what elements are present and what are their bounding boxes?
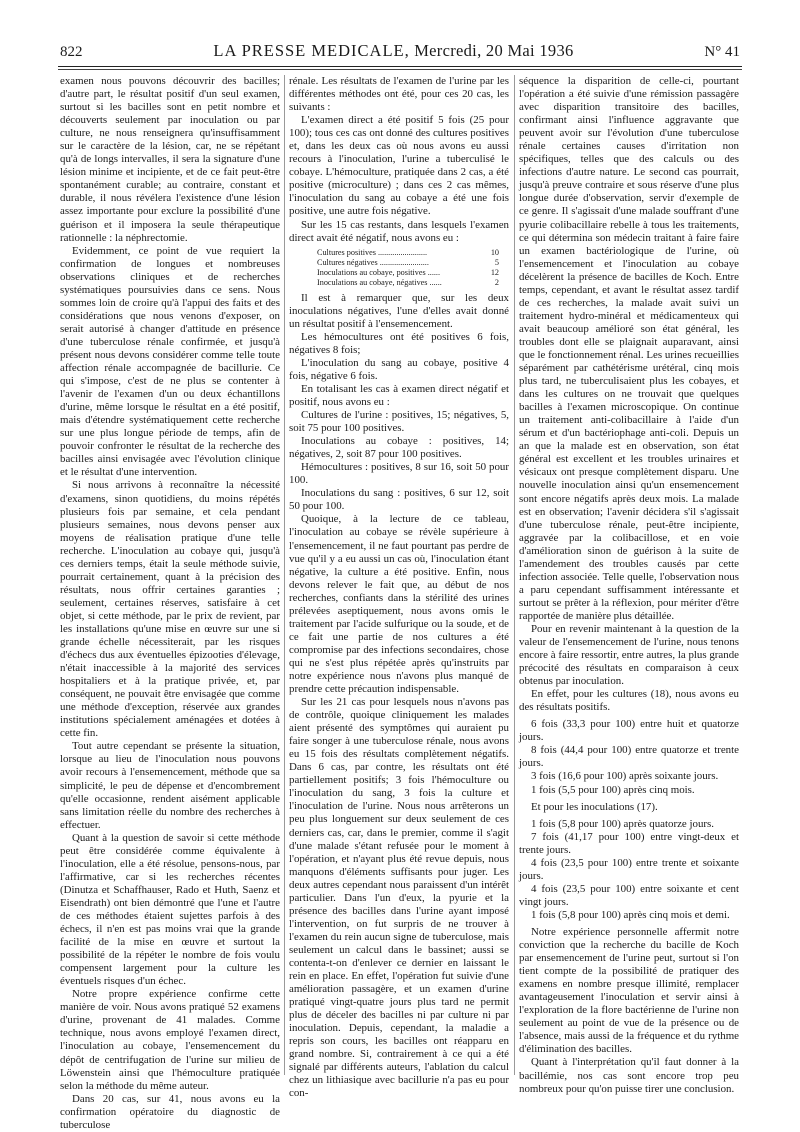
table-row (317, 248, 509, 258)
table-value: 2 (494, 277, 499, 287)
paragraph: séquence la disparition de celle-ci, pourtant l'opération a été suivie d'une rémission passagère avec disparition transitoire des bacilles, confirmant ainsi l'influence aggravante que peuvent avoir sur l'évolution d'une tuberculose rénale certaines causes d'irritation non spécifiques, telles que des calculs ou des infections d'autre nature. Le second cas pourrait, jusqu'à preuve contraire et sous réserve d'une plus longue durée d'observation, servir d'exemple de ce genre. Il s'agissait d'une malade souffrant d'une pyurie colibacillaire rebelle à tous les traitements, ce qui détermina son médecin traitant à faire faire un examen bactériologique de l'urine, où l'ensemencement et l'inoculation au cobaye décelèrent la présence de bacilles de Koch. Entre temps, cependant, et avant le résultat assez tardif de ces recherches, la malade avait suivi un traitement hydro-minéral et médicamenteux qui avait beaucoup amélioré son état général, les troubles dont elle se plaignait auparavant, ainsi que le fonctionnement rénal. Les urines recueillies séparément par cathétérisme urétéral, cinq mois plus tard, ne tuberculisaient plus les cobayes, et dans les cultures on ne trouvait que quelques bacilles à l'examen microscopique. On continue un traitement anti-colibacillaire à l'aide d'un sérum et d'un bactériophage anti-coli. Depuis un an que la malade est en observation, son état général est excellent et les troubles urinaires et vésicaux ont presque complètement disparu. Une nouvelle inoculation ainsi qu'un ensemencement sont encore négatifs après deux mois. La malade est en observation; l'avenir décidera s'il s'agissait d'une tuberculose rénale, peut-être incipiente, aggravée par la colibacillose, et en voie d'amélioration sinon de guérison à la suite de l'amendement des troubles causés par cette infection associée. Telle quelle, l'observation nous a paru cependant suffisamment intéressante et surtout se prêter à la réflexion, pour mériter d'être rapportée de manière plus détaillée. (519, 75, 739, 622)
table-label: Cultures négatives ........................ (317, 257, 429, 267)
list-item: 7 fois (41,17 pour 100) entre vingt-deux et trente jours. (519, 830, 739, 856)
paragraph: Pour en revenir maintenant à la question de la valeur de l'ensemencement de l'urine, nous tenons encore à faire ressortir, entre autres, la plus grande précocité des résultats en comparaison à ceux obtenus par inoculation. (519, 622, 739, 688)
header-rule-thin (58, 69, 742, 70)
header-rule (58, 66, 742, 67)
table-row (317, 278, 509, 288)
list-item: 1 fois (5,8 pour 100) après quatorze jours. (531, 817, 714, 830)
list-item: 6 fois (33,3 pour 100) entre huit et quatorze jours. (519, 718, 739, 744)
paragraph: Tout autre cependant se présente la situation, lorsque au lieu de l'inoculation nous pouvons avoir recours à l'ensemencement, méthode que sa simplicité, le peu de dépense et d'encombrement qu'elle occasionne, rendent aisément applicable sans limitation réelle du nombre des recherches à effectuer. (60, 740, 280, 831)
table-row (317, 268, 509, 278)
paragraph: Notre propre expérience confirme cette manière de voir. Nous avons pratiqué 52 examens d'urine, provenant de 41 malades. Comme technique, nous avons employé l'examen direct, l'inoculation au cobaye, l'ensemencement du dépôt de centrifugation de l'urine sur milieu de Löwenstein ainsi que l'hémoculture pratiquée selon la méthode du même auteur. (60, 988, 280, 1092)
paragraph: examen nous pouvons découvrir des bacilles; d'autre part, le résultat positif d'un seul examen, surtout si les bacilles sont en petit nombre et découverts seulement par inoculation ou par culture, ne nous renseignera qu'insuffisamment sur le caractère de la lésion, car, ne se répétant qu'à de longs intervalles, il sera la signature d'une lésion minime et incipiente, et de ce fait peut-être spontanément curable; au contraire, constant et durable, il nous révélera l'existence d'une lésion assez importante pour exclure la possibilité d'une guérison et il imposera la seule thérapeutique rationnelle : la néphrectomie. (60, 75, 280, 244)
issue-number: N° 41 (704, 44, 740, 60)
list-item: 4 fois (23,5 pour 100) entre trente et soixante jours. (519, 856, 739, 882)
list-item: 4 fois (23,5 pour 100) entre soixante et cent vingt jours. (519, 882, 739, 908)
column-left (60, 75, 280, 1131)
results-table (317, 248, 509, 288)
table-value: 12 (490, 267, 499, 277)
issue-date: Mercredi, 20 Mai 1936 (414, 41, 574, 60)
list-item: 8 fois (44,4 pour 100) entre quatorze et trente jours. (519, 744, 739, 770)
column-divider (284, 75, 285, 1075)
paragraph: Sur les 21 cas pour lesquels nous n'avons pas de contrôle, quoique cliniquement les malades aient présenté des symptômes qui auraient pu faire songer à une tuberculose rénale, nous avons eu 15 fois des résultats complètement négatifs. Dans 6 cas, par contre, les résultats ont été partiellement positifs; 3 fois l'hémoculture ou l'inoculation du sang, 3 fois la culture et l'inoculation de l'urine. Nous nous arrêterons un peu plus longuement sur deux seulement de ces derniers cas, car, dans le premier, comme il s'agit d'une malade s'étant refusée pour le moment à l'opération, et n'ayant plus été revue depuis, nous manquons d'éléments suffisants pour juger. Les deux autres cependant nous paraissent d'un intérêt particulier. Dans l'un d'eux, la pyurie et la présence des bacilles dans l'urine ayant imposé l'intervention, on fut surpris de ne trouver à l'examen du rein aucun signe de tuberculose, mais seulement un calcul dans le bassinet; aussi se contenta-t-on d'enlever ce dernier en laissant le rein en place. En effet, l'opération fut suivie d'une amélioration passagère, et un examen d'urine pratiqué vingt-quatre jours plus tard ne permit plus de déceler des bacilles ni par culture ni par inoculation. Depuis, cependant, la maladie a repris son cours, les bacilles ont réapparu en grand nombre. Si, contrairement à ce qui a été signalé par différents auteurs, l'ablation du calcul chez un lithiasique avec bacillurie n'a pas eu pour con- (289, 696, 509, 1100)
page-header (60, 41, 740, 65)
paragraph: Dans 20 cas, sur 41, nous avons eu la confirmation opératoire du diagnostic de tuberculose (60, 1092, 280, 1131)
list-item: 1 fois (5,8 pour 100) après cinq mois et demi. (531, 908, 730, 921)
journal-name: LA PRESSE MEDICALE, (213, 41, 410, 60)
table-row (317, 258, 509, 268)
column-right (519, 75, 739, 1095)
paragraph: Evidemment, ce point de vue requiert la confirmation de longues et nombreuses observations cliniques et de recherches systématiques poursuivies dans ce sens. Nous sommes loin de croire qu'à l'appui des faits et des considérations que nous venons d'exposer, on serait autorisé à changer d'attitude en présence d'une tuberculose rénale confirmée, et jusqu'à présent nous devons considérer comme telle toute affection rénale accompagnée de bacillurie. Ce qui s'impose, c'est de ne plus se contenter à l'avenir de l'examen d'un ou deux échantillons d'urine, même lorsque le résultat en a été positif, mais d'étendre systématiquement cette recherche sur une plus longue période de temps, afin de pouvoir confronter le résultat de la recherche des bacilles ainsi envisagée avec l'évolution clinique et le résultat d'une intervention. (60, 244, 280, 479)
cultures-results-list (519, 718, 739, 796)
paragraph: En totalisant les cas à examen direct négatif et positif, nous avons eu : (289, 382, 509, 408)
list-item: 1 fois (5,5 pour 100) après cinq mois. (531, 783, 695, 796)
paragraph: En effet, pour les cultures (18), nous avons eu des résultats positifs. (519, 688, 739, 714)
paragraph: Quant à la question de savoir si cette méthode peut être considérée comme équivalente à l'inoculation, elle a été résolue, pensons-nous, par l'affirmative, car si les recherches récentes (Dinutza et Schaffhauser, Rado et Huth, Saenz et Eisendrath) ont bien démontré que l'une et l'autre de ces méthodes étaient sujettes parfois à des échecs, il n'en est pas moins vrai que la grande facilité de la mise en œuvre et surtout la possibilité de la répéter le nombre de fois voulu compensent largement pour la culture les éventuels risques d'un échec. (60, 831, 280, 988)
paragraph: Inoculations du sang : positives, 6 sur 12, soit 50 pour 100. (289, 487, 509, 513)
running-title (213, 41, 573, 61)
list-item: 3 fois (16,6 pour 100) après soixante jours. (531, 770, 719, 783)
paragraph: Il est à remarquer que, sur les deux inoculations négatives, l'une d'elles avait donné un résultat positif à l'ensemencement. (289, 291, 509, 330)
paragraph: Si nous arrivons à reconnaître la nécessité d'examens, sinon quotidiens, du moins répétés plusieurs fois par semaine, et cela pendant plusieurs semaines, nous devons penser aux moyens de réalisation pratique d'une telle recherche. L'inoculation au cobaye qui, jusqu'à ces derniers temps, était la seule méthode suivie, pourrait certainement, quant à la précision des résultats, nous offrir certaines garanties ; seulement, certaines réserves, satisfaire à cet objet, si cette méthode, par le prix de revient, par les installations qu'une mise en œuvre sur une si grande échelle nécessiterait, par les risques d'échecs dus aux éventuelles épizooties d'élevage, n'était inaccessible à la majorité des services hospitaliers et à la pratique privée, et, par conséquent, ne pouvait être envisagée que comme une méthode d'exception, réservée aux grandes institutions spécialement aménagées et dotées à cette fin. (60, 479, 280, 740)
table-label: Cultures positives ........................ (317, 247, 428, 257)
paragraph: Quoique, à la lecture de ce tableau, l'inoculation au cobaye se révèle supérieure à l'ensemencement, il ne faut pourtant pas perdre de vue qu'il y a eu aussi un cas où, l'inoculation étant négative, la culture a été positive. Enfin, nous devons relever le fait que, au début de nos recherches, confiants dans la stérilité des urines prélevées aseptiquement, nous avons omis le traitement par l'acide sulfurique ou la soude, et de ce fait une partie de nos cultures a été compromise par des infections secondaires, chose qui ne s'est plus répétée après qu'instruits par notre expérience nous n'avons plus manqué de prendre cette précaution indispensable. (289, 513, 509, 696)
paragraph: Quant à l'interprétation qu'il faut donner à la bacillémie, nos cas sont encore trop peu nombreux pour qu'on puisse tirer une conclusion. (519, 1056, 739, 1095)
paragraph: Cultures de l'urine : positives, 15; négatives, 5, soit 75 pour 100 positives. (289, 409, 509, 435)
paragraph: Sur les 15 cas restants, dans lesquels l'examen direct avait été négatif, nous avons eu : (289, 218, 509, 244)
column-middle (289, 75, 509, 1100)
paragraph: Notre expérience personnelle affermit notre conviction que la recherche du bacille de Koch par ensemencement de l'urine peut, surtout si l'on tient compte de la possibilité de pratiquer des examens en nombre presque illimité, remplacer avantageusement l'inoculation et servir ainsi à l'exploration de la flore bactérienne de l'urine non seulement au point de vue de la présence ou de l'absence, mais aussi de la fréquence et du rythme d'élimination des bacilles. (519, 926, 739, 1056)
paragraph: Inoculations au cobaye : positives, 14; négatives, 2, soit 87 pour 100 positives. (289, 435, 509, 461)
table-label: Inoculations au cobaye, positives ...... (317, 267, 441, 277)
table-label: Inoculations au cobaye, négatives ...... (317, 277, 442, 287)
paragraph: L'examen direct a été positif 5 fois (25 pour 100); tous ces cas ont donné des cultures positives et, dans les deux cas où nous avons eu aussi recours à l'inoculation, l'urine a tuberculisé le cobaye. L'hémoculture, pratiquée dans 2 cas, a été positive (microculture) ; dans ces 2 cas mêmes, l'inoculation du sang au cobaye a été une fois positive, une autre fois négative. (289, 114, 509, 218)
paragraph: L'inoculation du sang au cobaye, positive 4 fois, négative 6 fois. (289, 356, 509, 382)
paragraph: Et pour les inoculations (17). (531, 800, 658, 813)
paragraph: Les hémocultures ont été positives 6 fois, négatives 8 fois; (289, 330, 509, 356)
inoculations-results-list (519, 818, 739, 922)
paragraph: rénale. Les résultats de l'examen de l'urine par les différentes méthodes ont été, pour ces 20 cas, les suivants : (289, 75, 509, 114)
column-divider (514, 75, 515, 1075)
table-value: 5 (494, 257, 499, 267)
paragraph: Hémocultures : positives, 8 sur 16, soit 50 pour 100. (289, 461, 509, 487)
page-number: 822 (60, 44, 83, 60)
table-value: 10 (490, 247, 499, 257)
